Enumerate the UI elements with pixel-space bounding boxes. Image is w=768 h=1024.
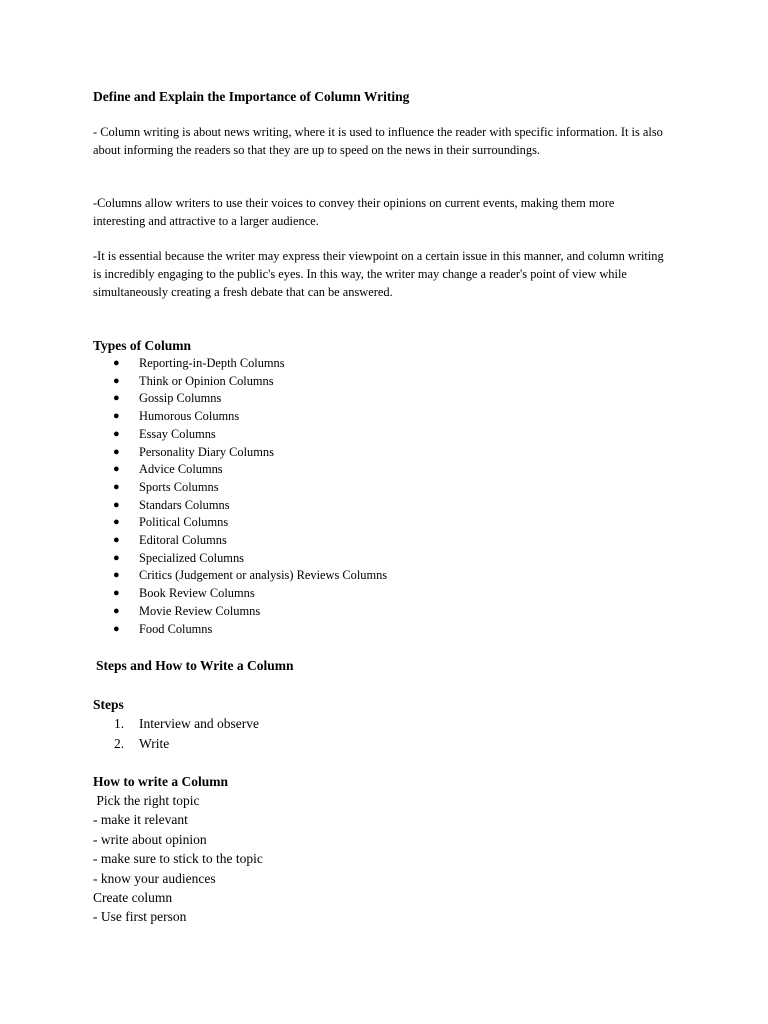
list-item-text: Essay Columns — [139, 426, 216, 441]
bullet-icon: ● — [113, 392, 120, 405]
steps-list — [93, 714, 259, 753]
paragraph-voices: -Columns allow writers to use their voices to convey their opinions on current events, making them more interesting and attractive to a larger audience. — [93, 196, 615, 228]
step-number: 2. — [114, 735, 125, 751]
list-item-text: Think or Opinion Columns — [139, 373, 274, 388]
bullet-icon: ● — [113, 374, 120, 387]
bullet-icon: ● — [113, 445, 120, 458]
howto-line: Create column — [93, 890, 173, 906]
list-item — [93, 585, 387, 603]
bullet-icon: ● — [113, 622, 120, 635]
list-item — [93, 426, 387, 444]
list-item-text: Book Review Columns — [139, 586, 255, 601]
list-item — [93, 444, 387, 462]
steps-section-title: Steps and How to Write a Column — [96, 658, 294, 673]
howto-line: Pick the right topic — [93, 793, 200, 808]
list-item-text: Editoral Columns — [139, 533, 227, 548]
document-title: Define and Explain the Importance of Column Writing — [93, 89, 410, 104]
steps-heading: Steps — [93, 697, 124, 712]
list-item — [93, 514, 387, 532]
howto-line: - make it relevant — [93, 812, 188, 828]
bullet-icon: ● — [113, 410, 120, 423]
bullet-icon: ● — [113, 587, 120, 600]
bullet-icon: ● — [113, 480, 120, 493]
list-item — [93, 603, 387, 621]
howto-line: - Use first person — [93, 909, 187, 925]
list-item-text: Reporting-in-Depth Columns — [139, 356, 285, 370]
step-text: Interview and observe — [139, 716, 259, 731]
step-text: Write — [139, 735, 170, 751]
list-item — [93, 567, 387, 585]
paragraph-importance: -It is essential because the writer may express their viewpoint on a certain issue in this manner, and column writing is incredibly engaging to the public's eyes. In this way, the writer may change a reader's point of view while simultaneously creating a fresh debate that can be answered. — [93, 249, 664, 299]
list-item-text: Sports Columns — [139, 479, 219, 494]
howto-line: - write about opinion — [93, 831, 207, 847]
list-item — [93, 497, 387, 515]
list-item-text: Gossip Columns — [139, 391, 222, 406]
bullet-icon: ● — [113, 516, 120, 529]
list-item — [93, 479, 387, 497]
bullet-icon: ● — [113, 551, 120, 564]
list-item-text: Humorous Columns — [139, 409, 240, 424]
list-item-text: Movie Review Columns — [139, 603, 261, 618]
howto-list — [93, 791, 263, 927]
list-item-text: Standars Columns — [139, 497, 230, 512]
paragraph-definition: - Column writing is about news writing, where it is used to influence the reader with specific information. It is also about informing the readers so that they are up to speed on the news in their surroundings. — [93, 125, 663, 157]
list-item — [93, 390, 387, 408]
list-item — [93, 461, 387, 479]
bullet-icon: ● — [113, 498, 120, 511]
types-list — [93, 355, 387, 638]
bullet-icon: ● — [113, 357, 120, 369]
list-item-text: Specialized Columns — [139, 550, 244, 565]
list-item-text: Advice Columns — [139, 462, 223, 477]
types-heading: Types of Column — [93, 338, 192, 353]
list-item — [93, 355, 387, 373]
list-item-text: Food Columns — [139, 621, 213, 636]
howto-line: - make sure to stick to the topic — [93, 851, 263, 867]
list-item — [93, 550, 387, 568]
list-item — [93, 408, 387, 426]
howto-line: - know your audiences — [93, 870, 216, 886]
list-item-text: Political Columns — [139, 515, 229, 530]
list-item — [93, 621, 387, 639]
list-item — [93, 532, 387, 550]
step-item — [93, 734, 259, 754]
howto-heading: How to write a Column — [93, 774, 228, 789]
bullet-icon: ● — [113, 463, 120, 476]
bullet-icon: ● — [113, 534, 120, 547]
list-item-text: Critics (Judgement or analysis) Reviews Columns — [139, 568, 388, 583]
bullet-icon: ● — [113, 427, 120, 440]
step-number: 1. — [114, 716, 125, 731]
bullet-icon: ● — [113, 604, 120, 617]
step-item — [93, 714, 259, 734]
list-item — [93, 373, 387, 391]
bullet-icon: ● — [113, 569, 120, 582]
list-item-text: Personality Diary Columns — [139, 444, 274, 459]
